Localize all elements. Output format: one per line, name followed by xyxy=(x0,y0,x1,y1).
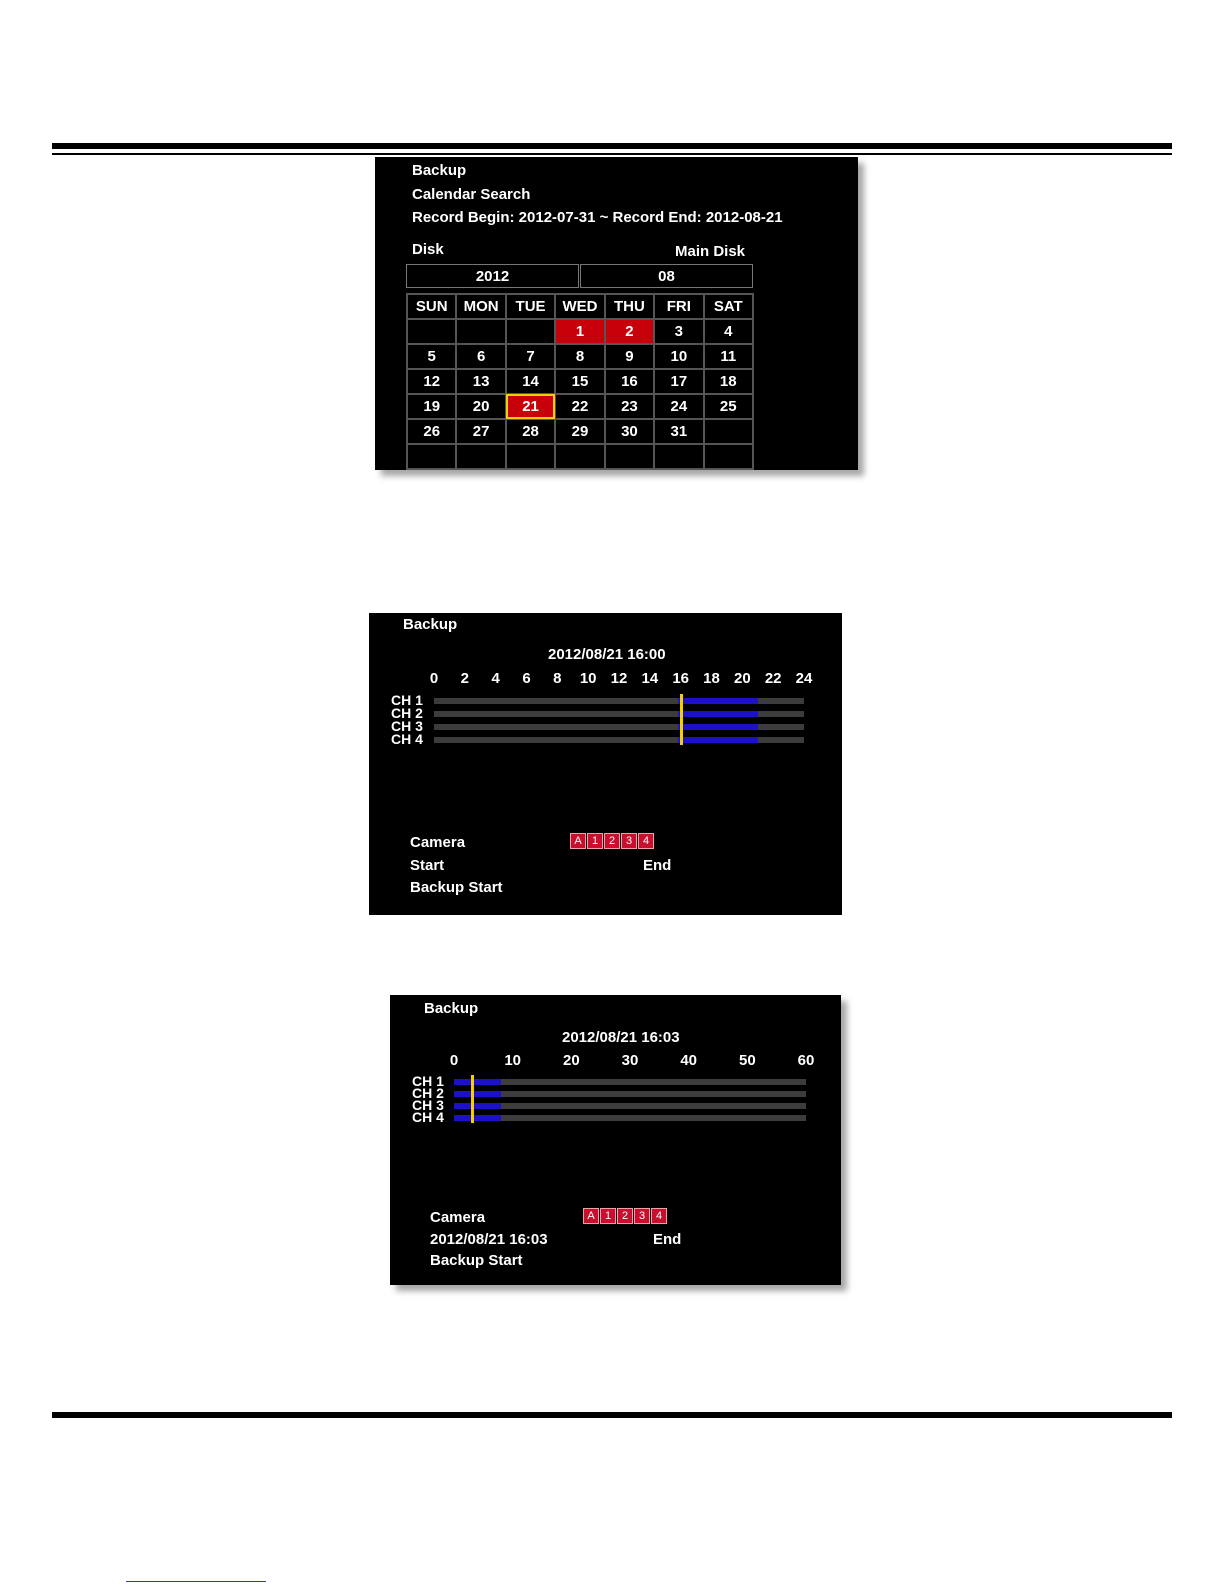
calendar-day[interactable]: 31 xyxy=(654,419,703,444)
calendar-search-label[interactable]: Calendar Search xyxy=(412,186,531,203)
header-rule-thin xyxy=(52,153,1172,155)
weekday-header: WED xyxy=(555,294,604,319)
recording-segment[interactable] xyxy=(454,1115,501,1121)
timeline-tick-label: 0 xyxy=(429,670,439,687)
footer-link-underline[interactable] xyxy=(126,1581,266,1582)
timeline-tick-label: 0 xyxy=(449,1052,459,1069)
disk-label: Disk xyxy=(412,241,444,258)
camera-toggle-a[interactable]: A xyxy=(570,833,586,849)
channel-track[interactable] xyxy=(454,1091,806,1097)
time-cursor[interactable] xyxy=(680,694,683,745)
recording-segment[interactable] xyxy=(454,1103,501,1109)
timeline-tick-label: 60 xyxy=(797,1052,815,1069)
camera-label: Camera xyxy=(430,1209,486,1226)
screen-title: Backup xyxy=(403,616,458,633)
camera-selector xyxy=(570,833,660,849)
start-value[interactable]: 2012/08/21 16:03 xyxy=(430,1231,548,1248)
recording-segment[interactable] xyxy=(678,698,758,704)
timeline-tick-label: 12 xyxy=(610,670,628,687)
recording-segment[interactable] xyxy=(454,1079,501,1085)
camera-toggle-4[interactable]: 4 xyxy=(638,833,654,849)
weekday-header: SUN xyxy=(407,294,456,319)
channel-label: CH 2 xyxy=(391,705,423,721)
calendar-empty-cell xyxy=(407,444,456,469)
timeline-tick-label: 22 xyxy=(764,670,782,687)
month-selector[interactable]: 08 xyxy=(580,264,753,288)
calendar-empty-cell xyxy=(506,319,555,344)
channel-label: CH 1 xyxy=(391,692,423,708)
start-label[interactable]: Start xyxy=(410,857,445,874)
recording-segment[interactable] xyxy=(678,724,758,730)
calendar-grid xyxy=(406,293,754,470)
channel-label: CH 4 xyxy=(412,1109,444,1125)
calendar-empty-cell xyxy=(654,444,703,469)
calendar-day[interactable]: 25 xyxy=(704,394,753,419)
weekday-header: SAT xyxy=(704,294,753,319)
timeline-tick-label: 18 xyxy=(703,670,720,687)
calendar-day[interactable]: 8 xyxy=(555,344,604,369)
calendar-empty-cell xyxy=(456,444,505,469)
recording-segment[interactable] xyxy=(678,737,758,743)
calendar-day[interactable]: 14 xyxy=(506,369,555,394)
weekday-header: TUE xyxy=(506,294,555,319)
timeline-tick-label: 50 xyxy=(738,1052,756,1069)
channel-track[interactable] xyxy=(454,1079,806,1085)
calendar-day[interactable]: 18 xyxy=(704,369,753,394)
calendar-empty-cell xyxy=(704,419,753,444)
header-rule-thick xyxy=(52,143,1172,149)
backup-start-button[interactable]: Backup Start xyxy=(410,879,503,896)
channel-label: CH 3 xyxy=(391,718,423,734)
end-label[interactable]: End xyxy=(643,857,672,874)
calendar-day[interactable]: 11 xyxy=(704,344,753,369)
calendar-day[interactable]: 3 xyxy=(654,319,703,344)
calendar-empty-cell xyxy=(605,444,654,469)
year-selector[interactable]: 2012 xyxy=(406,264,579,288)
timeline-tick-label: 4 xyxy=(491,670,500,687)
screen-title: Backup xyxy=(412,162,467,179)
camera-toggle-1[interactable]: 1 xyxy=(600,1208,616,1224)
calendar-day[interactable]: 26 xyxy=(407,419,456,444)
calendar-day[interactable]: 17 xyxy=(654,369,703,394)
calendar-day[interactable]: 9 xyxy=(605,344,654,369)
end-label[interactable]: End xyxy=(653,1231,682,1248)
calendar-day[interactable]: 7 xyxy=(506,344,555,369)
calendar-day[interactable]: 1 xyxy=(555,319,604,344)
channel-track[interactable] xyxy=(454,1103,806,1109)
footer-rule xyxy=(52,1412,1172,1418)
timeline-tick-label: 2 xyxy=(460,670,469,687)
timeline-tick-label: 8 xyxy=(553,670,562,687)
calendar-empty-cell xyxy=(407,319,456,344)
channel-track[interactable] xyxy=(454,1115,806,1121)
hour-timeline-screen xyxy=(369,613,842,915)
camera-toggle-4[interactable]: 4 xyxy=(651,1208,667,1224)
backup-start-button[interactable]: Backup Start xyxy=(430,1252,523,1269)
camera-toggle-a[interactable]: A xyxy=(583,1208,599,1224)
calendar-search-screen xyxy=(375,157,858,470)
calendar-day[interactable]: 27 xyxy=(456,419,505,444)
calendar-day[interactable]: 15 xyxy=(555,369,604,394)
disk-value[interactable]: Main Disk xyxy=(675,243,746,260)
calendar-day[interactable]: 29 xyxy=(555,419,604,444)
camera-toggle-2[interactable]: 2 xyxy=(617,1208,633,1224)
calendar-day[interactable]: 2 xyxy=(605,319,654,344)
calendar-empty-cell xyxy=(456,319,505,344)
calendar-day[interactable]: 22 xyxy=(555,394,604,419)
timeline-tick-label: 20 xyxy=(733,670,751,687)
calendar-day[interactable]: 4 xyxy=(704,319,753,344)
timeline-tick-label: 16 xyxy=(672,670,689,687)
camera-toggle-1[interactable]: 1 xyxy=(587,833,603,849)
channel-label: CH 4 xyxy=(391,731,423,747)
channel-label: CH 3 xyxy=(412,1097,444,1113)
timeline-tick-label: 10 xyxy=(579,670,597,687)
calendar-day[interactable]: 30 xyxy=(605,419,654,444)
channel-label: CH 1 xyxy=(412,1073,444,1089)
camera-toggle-2[interactable]: 2 xyxy=(604,833,620,849)
calendar-day[interactable]: 13 xyxy=(456,369,505,394)
timeline-tick-label: 10 xyxy=(504,1052,521,1069)
calendar-day[interactable]: 21 xyxy=(506,394,555,419)
timeline-tick-label: 40 xyxy=(680,1052,697,1069)
calendar-day[interactable]: 20 xyxy=(456,394,505,419)
calendar-empty-cell xyxy=(506,444,555,469)
time-cursor[interactable] xyxy=(471,1075,474,1123)
timeline-datetime: 2012/08/21 16:00 xyxy=(548,646,666,663)
calendar-day[interactable]: 10 xyxy=(654,344,703,369)
weekday-header: MON xyxy=(456,294,505,319)
calendar-day[interactable]: 5 xyxy=(407,344,456,369)
recording-segment[interactable] xyxy=(678,711,758,717)
minute-timeline-screen xyxy=(390,995,841,1285)
camera-toggle-3[interactable]: 3 xyxy=(634,1208,650,1224)
weekday-header: FRI xyxy=(654,294,703,319)
calendar-day[interactable]: 16 xyxy=(605,369,654,394)
calendar-day[interactable]: 28 xyxy=(506,419,555,444)
timeline-tick-label: 30 xyxy=(621,1052,639,1069)
screen-title: Backup xyxy=(424,1000,479,1017)
calendar-day[interactable]: 23 xyxy=(605,394,654,419)
calendar-empty-cell xyxy=(555,444,604,469)
calendar-day[interactable]: 24 xyxy=(654,394,703,419)
timeline-tick-label: 6 xyxy=(522,670,531,687)
weekday-header: THU xyxy=(605,294,654,319)
timeline-tick-label: 20 xyxy=(562,1052,580,1069)
calendar-empty-cell xyxy=(704,444,753,469)
timeline-tick-label: 14 xyxy=(641,670,659,687)
calendar-day[interactable]: 19 xyxy=(407,394,456,419)
camera-label: Camera xyxy=(410,834,466,851)
timeline-datetime: 2012/08/21 16:03 xyxy=(562,1029,680,1046)
calendar-day[interactable]: 12 xyxy=(407,369,456,394)
camera-selector xyxy=(583,1208,673,1224)
camera-toggle-3[interactable]: 3 xyxy=(621,833,637,849)
timeline-tick-label: 24 xyxy=(795,670,813,687)
calendar-day[interactable]: 6 xyxy=(456,344,505,369)
recording-segment[interactable] xyxy=(454,1091,501,1097)
record-range: Record Begin: 2012-07-31 ~ Record End: 2012-08-21 xyxy=(412,209,783,226)
channel-label: CH 2 xyxy=(412,1085,444,1101)
